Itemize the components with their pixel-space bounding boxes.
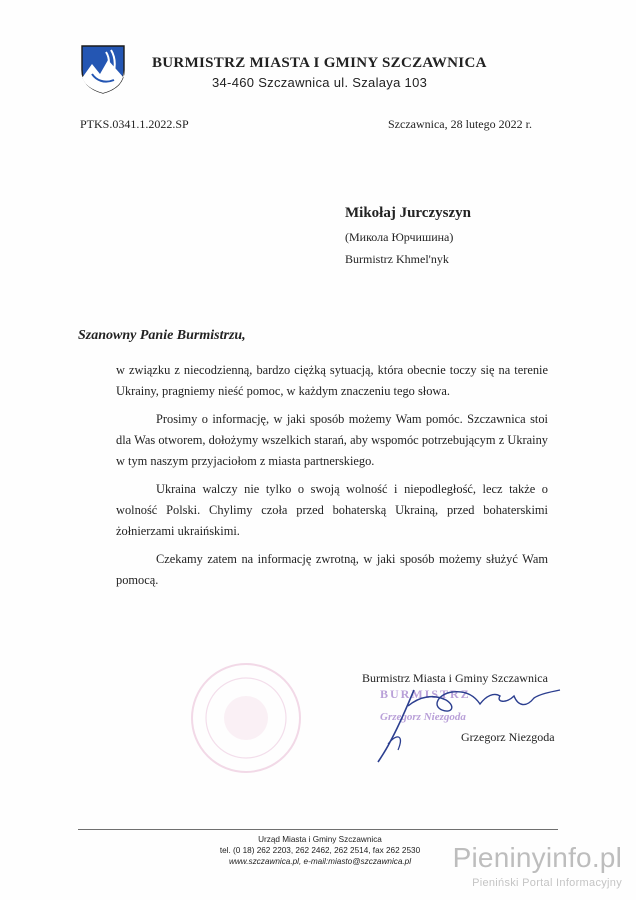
handwritten-signature — [368, 684, 568, 764]
coat-of-arms-icon — [80, 44, 126, 94]
footer-web-email: www.szczawnica.pl, e-mail:miasto@szczawnica.pl — [228, 857, 412, 866]
office-address: 34-460 Szczawnica ul. Szalaya 103 — [212, 75, 428, 90]
recipient-name-cyrillic: (Микола Юрчишина) — [345, 230, 454, 244]
salutation: Szanowny Panie Burmistrzu, — [78, 328, 246, 343]
body-paragraph: w związku z niecodzienną, bardzo ciężką sytuacją, która obecnie toczy się na terenie Ukrainy, pragniemy nieść pomoc, w każdym znaczeniu tego słowa. — [116, 363, 548, 398]
body-paragraph: Prosimy o informację, w jaki sposób możemy Wam pomóc. Szczawnica stoi dla Was otworem, dołożymy wszelkich starań, aby wspomóc potrzebującym z Ukrainy w tym naszym przyjaciołom z miasta partnerskiego. — [116, 412, 548, 468]
stamp-title-text: BURMISTRZ — [380, 687, 471, 701]
watermark-subtitle: Pieniński Portal Informacyjny — [472, 877, 622, 889]
office-title: BURMISTRZ MIASTA I GMINY SZCZAWNICA — [152, 55, 487, 71]
letter-body — [116, 360, 548, 598]
round-seal-stamp — [186, 658, 306, 778]
signatory-title: Burmistrz Miasta i Gminy Szczawnica — [362, 671, 548, 685]
body-paragraph: Czekamy zatem na informację zwrotną, w jaki sposób możemy służyć Wam pomocą. — [116, 552, 548, 587]
watermark-title: Pieninyinfo.pl — [452, 842, 622, 873]
footer-divider — [78, 829, 558, 830]
footer-phones: tel. (0 18) 262 2203, 262 2462, 262 2514, fax 262 2530 — [219, 846, 421, 855]
reference-number: PTKS.0341.1.2022.SP — [80, 117, 189, 131]
body-paragraph: Ukraina walczy nie tylko o swoją wolność i niepodległość, lecz także o wolność Polski. Chylimy czoła przed bohaterską Ukrainą, przed bohaterskimi żołnierzami ukraińskimi. — [116, 482, 548, 538]
recipient-name: Mikołaj Jurczyszyn — [345, 205, 471, 221]
stamp-name-text: Grzegorz Niezgoda — [380, 711, 466, 723]
footer-office-name: Urząd Miasta i Gminy Szczawnica — [258, 835, 382, 844]
recipient-role: Burmistrz Khmel'nyk — [345, 252, 449, 266]
footer-contact — [200, 834, 440, 867]
place-date: Szczawnica, 28 lutego 2022 r. — [388, 117, 532, 131]
signatory-name: Grzegorz Niezgoda — [461, 730, 555, 744]
